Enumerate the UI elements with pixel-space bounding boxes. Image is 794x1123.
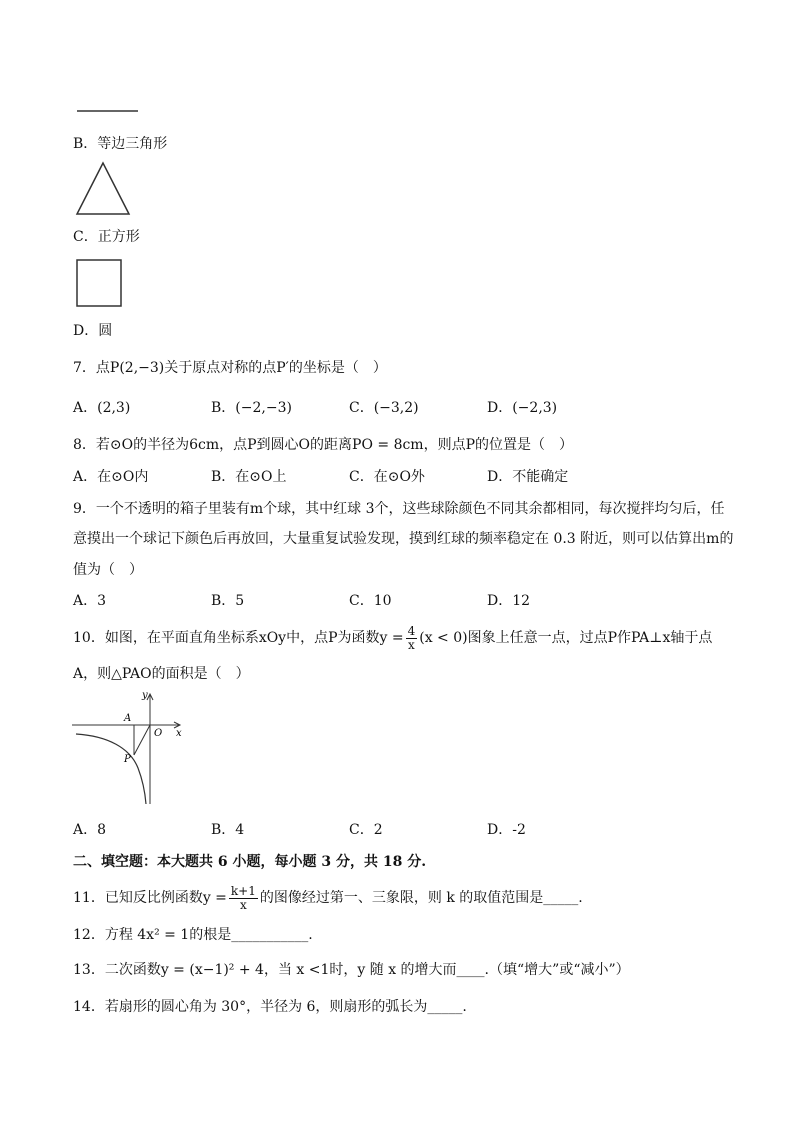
q9-line-3: 值为（ ） <box>73 562 143 578</box>
q9-option-b: B．5 <box>211 593 245 609</box>
q6-option-c: C．正方形 <box>73 229 140 245</box>
q6-option-d: D．圆 <box>73 323 113 339</box>
fig-label-y: y <box>142 690 148 701</box>
q9-line-2: 意摸出一个球记下颜色后再放回，大量重复试验发现，摸到红球的频率稳定在 0.3 附近，则可以估算出m的 <box>73 531 734 547</box>
q10-frac-num: 4 <box>407 623 416 638</box>
fig-label-x: x <box>176 728 182 739</box>
q7-option-c: C．(−3,2) <box>349 400 419 416</box>
q10-option-c: C．2 <box>349 822 383 838</box>
q11-frac-den: x <box>240 897 247 912</box>
q10-line-2: A，则△PAO的面积是（ ） <box>73 666 250 682</box>
q7-option-b: B．(−2,−3) <box>211 400 292 416</box>
q7-option-d: D．(−2,3) <box>487 400 558 416</box>
q8-option-a: A．在⊙O内 <box>73 469 149 485</box>
q7-stem: 7．点P(2,−3)关于原点对称的点P′的坐标是（ ） <box>73 360 387 376</box>
q10-option-d: D．-2 <box>487 822 526 838</box>
q11-fraction <box>229 885 258 912</box>
q10-stem-post: (x < 0)图象上任意一点，过点P作PA⊥x轴于点 <box>419 630 713 646</box>
q6-option-b: B．等边三角形 <box>73 136 168 152</box>
q10-stem-pre: 10．如图，在平面直角坐标系xOy中，点P为函数y = <box>73 630 404 646</box>
q11-stem-post: 的图像经过第一、三象限，则 k 的取值范围是_____. <box>259 890 583 906</box>
fig-label-o: O <box>154 728 163 739</box>
q8-stem: 8．若⊙O的半径为6cm，点P到圆心O的距离PO = 8cm，则点P的位置是（ ） <box>73 437 574 453</box>
q9-option-d: D．12 <box>487 593 531 609</box>
hyperbola-figure <box>70 688 190 808</box>
q10-option-a: A．8 <box>73 822 107 838</box>
triangle-figure <box>74 160 132 218</box>
q10-fraction <box>406 625 418 652</box>
fig-label-p: P <box>124 754 131 765</box>
q7-option-a: A．(2,3) <box>73 400 131 416</box>
q10-option-b: B．4 <box>211 822 245 838</box>
q13-stem: 13．二次函数y = (x−1)² + 4，当 x <1时，y 随 x 的增大而____.（填“增大”或“减小”） <box>73 962 630 978</box>
square-figure <box>75 258 123 308</box>
q11-stem <box>73 882 583 914</box>
q10-frac-den: x <box>408 637 415 652</box>
q9-option-c: C．10 <box>349 593 392 609</box>
q8-option-c: C．在⊙O外 <box>349 469 425 485</box>
q10-stem <box>73 622 712 654</box>
q11-frac-num: k+1 <box>230 883 256 898</box>
q12-stem: 12．方程 4x² = 1的根是___________. <box>73 927 313 943</box>
section-2-title: 二、填空题：本大题共 6 小题，每小题 3 分，共 18 分. <box>73 854 427 870</box>
q14-stem: 14．若扇形的圆心角为 30°，半径为 6，则扇形的弧长为_____. <box>73 999 467 1015</box>
q8-option-b: B．在⊙O上 <box>211 469 287 485</box>
q9-option-a: A．3 <box>73 593 107 609</box>
q11-stem-pre: 11．已知反比例函数y = <box>73 890 227 906</box>
segment-figure <box>76 108 140 114</box>
q8-option-d: D．不能确定 <box>487 469 569 485</box>
q9-line-1: 9．一个不透明的箱子里装有m个球，其中红球 3个，这些球除颜色不同其余都相同，每次搅拌均匀后，任 <box>73 501 725 517</box>
fig-label-a: A <box>124 713 132 724</box>
